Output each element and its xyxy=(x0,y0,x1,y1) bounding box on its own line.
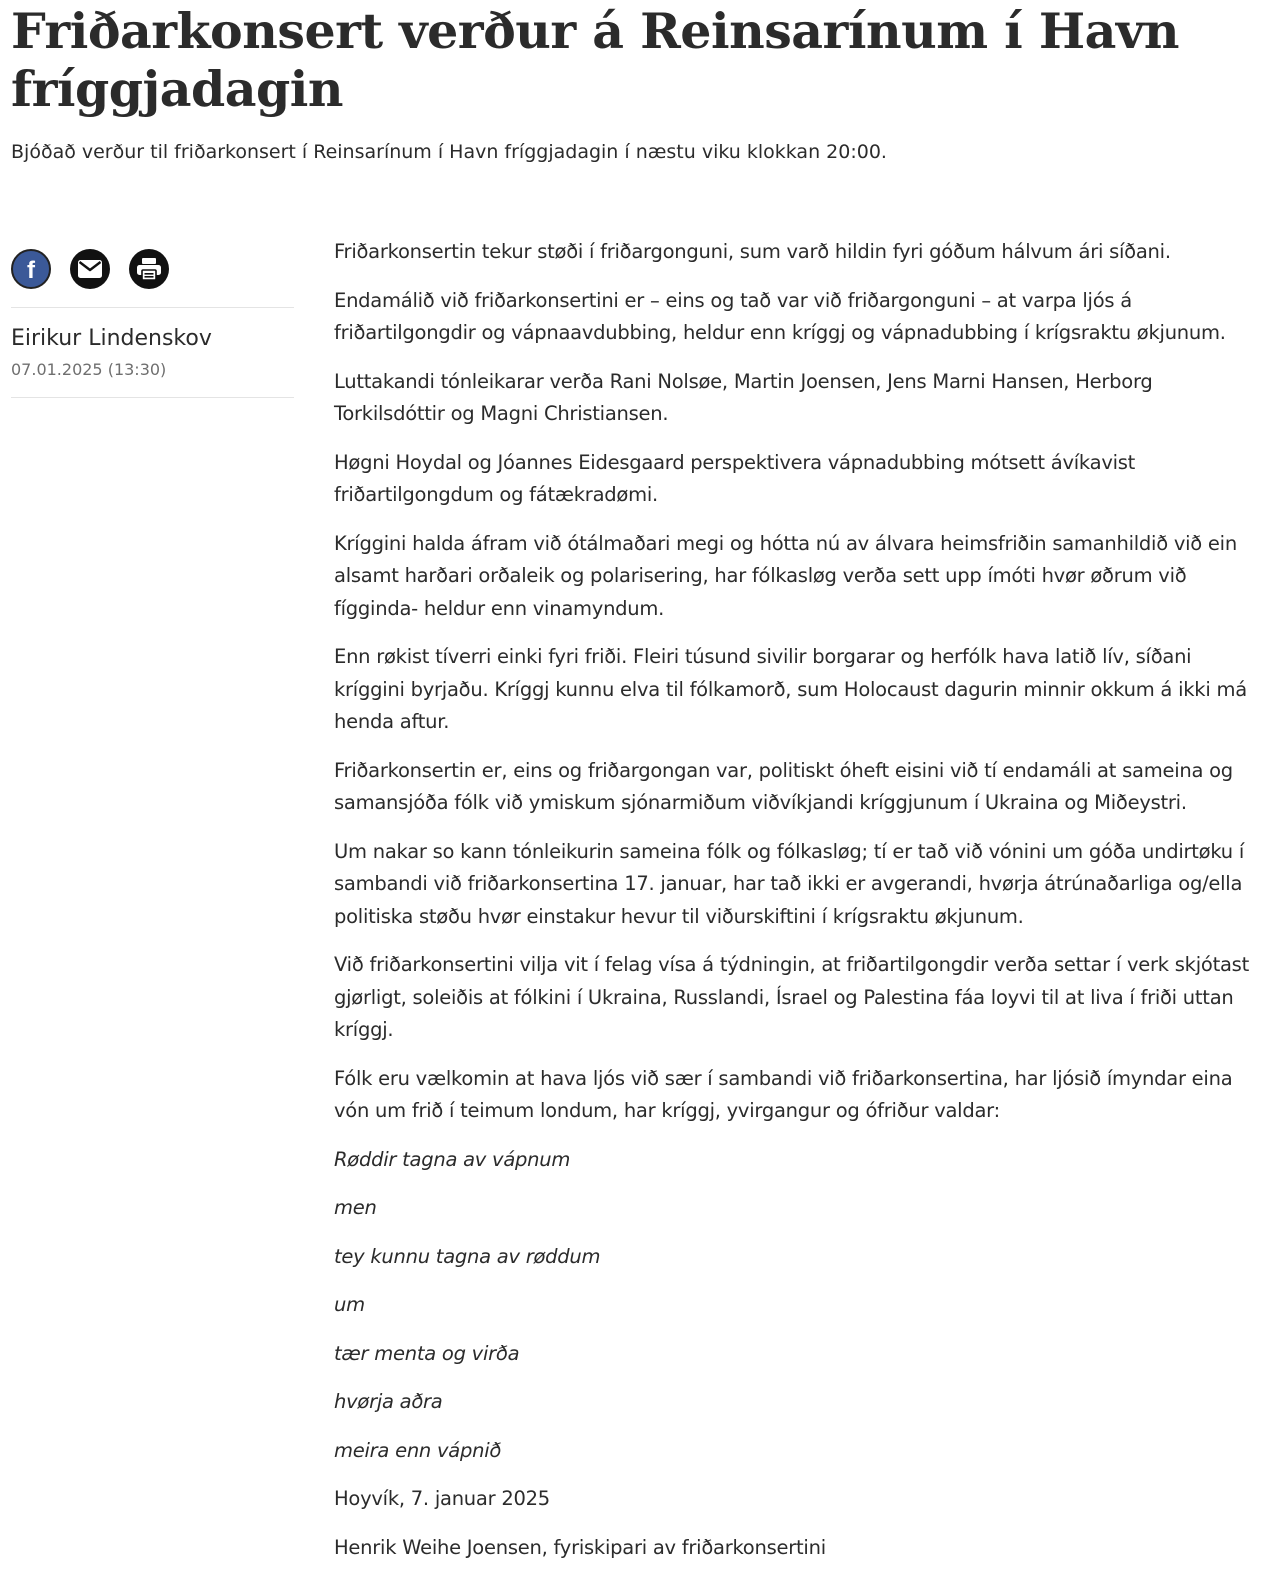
printer-icon xyxy=(136,257,162,281)
signature: Henrik Weihe Joensen, fyriskipari av friðarkonsertini xyxy=(334,1535,826,1559)
body-paragraph: Friðarkonsertin er, eins og friðargongan var, politiskt óheft eisini við tí endamáli at sameina og samansjóða fólk við ymiskum sjónarmiðum viðvíkjandi kríggjunum í Ukraina og Miðeystri. xyxy=(334,758,1233,814)
poem-line: hvørja aðra xyxy=(334,1390,443,1413)
share-buttons xyxy=(11,248,294,290)
print-button[interactable] xyxy=(129,249,169,289)
article-body xyxy=(334,236,1260,1580)
place-date: Hoyvík, 7. januar 2025 xyxy=(334,1487,550,1510)
body-paragraph: Friðarkonsertin tekur støði í friðargonguni, sum varð hildin fyri góðum hálvum ári síðani. xyxy=(334,240,1171,263)
facebook-share-button[interactable] xyxy=(11,249,51,289)
body-paragraph: Um nakar so kann tónleikurin sameina fólk og fólkasløg; tí er tað við vónini um góða undirtøku í sambandi við friðarkonsertina 17. januar, har tað ikki er avgerandi, hvørja átrúnaðarliga og/ella politiska støðu hvør einstakur hevur til viðurskiftini í krígsraktu økjunum. xyxy=(334,839,1245,928)
article-sidebar xyxy=(11,248,294,398)
poem-line: tær menta og virða xyxy=(334,1341,520,1365)
body-paragraph: Enn røkist tíverri einki fyri friði. Fleiri túsund sivilir borgarar og herfólk hava latið lív, síðani kríggini byrjaðu. Kríggj kunnu elva til fólkamorð, sum Holocaust dagurin minnir okkum á ikki má henda aftur. xyxy=(334,645,1247,733)
body-paragraph: Endamálið við friðarkonsertini er – eins og tað var við friðargonguni – at varpa ljós á friðartilgongdir og vápnaavdubbing, heldur enn kríggj og vápnadubbing í krígsraktu økjunum. xyxy=(334,288,1226,344)
article-headline: Friðarkonsert verður á Reinsarínum í Havn fríggjadagin xyxy=(11,2,1179,118)
body-paragraph: Luttakandi tónleikarar verða Rani Nolsøe, Martin Joensen, Jens Marni Hansen, Herborg Torkilsdóttir og Magni Christiansen. xyxy=(334,369,1153,425)
poem-line: men xyxy=(334,1196,377,1219)
email-share-button[interactable] xyxy=(70,249,110,289)
article-lead: Bjóðað verður til friðarkonsert í Reinsarínum í Havn fríggjadagin í næstu viku klokkan 20:00. xyxy=(11,141,887,163)
sidebar-divider xyxy=(11,397,294,398)
facebook-icon: f xyxy=(27,257,35,284)
poem-line: tey kunnu tagna av røddum xyxy=(334,1244,601,1268)
body-paragraph: Fólk eru vælkomin at hava ljós við sær í sambandi við friðarkonsertina, har ljósið ímyndar eina vón um frið í teimum londum, har kríggj, yvirgangur og ófriður valdar: xyxy=(334,1066,1233,1122)
poem-line: um xyxy=(334,1293,365,1316)
body-paragraph: Við friðarkonsertini vilja vit í felag vísa á týdningin, at friðartilgongdir verða settar í verk skjótast gjørligt, soleiðis at fólkini í Ukraina, Russlandi, Ísrael og Palestina fáa loyvi til at liva í friði uttan kríggj. xyxy=(334,953,1249,1041)
poem-line: Røddir tagna av vápnum xyxy=(334,1147,571,1171)
poem-line: meira enn vápnið xyxy=(334,1438,502,1462)
byline xyxy=(11,308,294,397)
author-name: Eirikur Lindenskov xyxy=(11,326,212,351)
body-paragraph: Høgni Hoydal og Jóannes Eidesgaard perspektivera vápnadubbing mótsett ávíkavist friðartilgongdum og fátækradømi. xyxy=(334,450,1136,506)
envelope-icon xyxy=(77,259,103,279)
publish-date: 07.01.2025 (13:30) xyxy=(11,360,167,379)
body-paragraph: Kríggini halda áfram við ótálmaðari megi og hótta nú av álvara heimsfriðin samanhildið við ein alsamt harðari orðaleik og polarisering, har fólkasløg verða sett upp ímóti hvør øðrum við fígginda- heldur enn vinamyndum. xyxy=(334,531,1237,620)
